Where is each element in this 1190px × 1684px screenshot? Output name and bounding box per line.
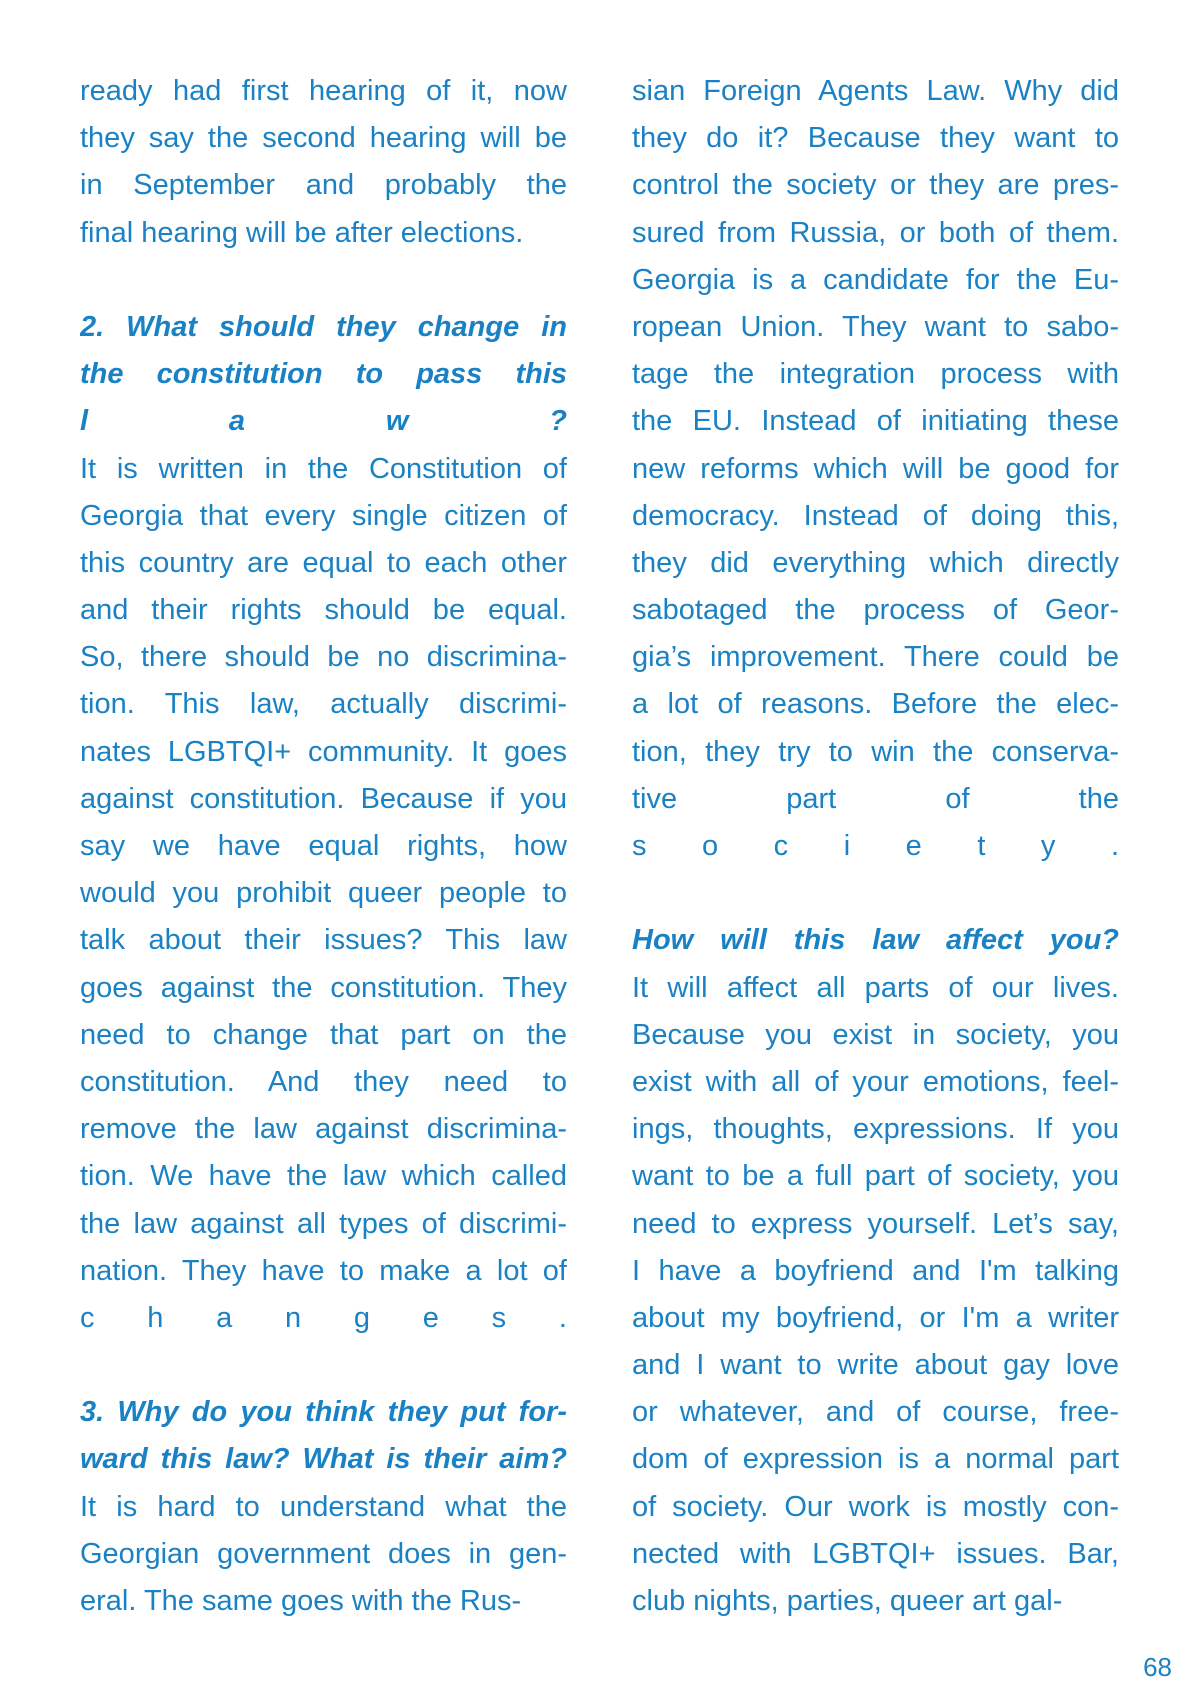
- text-line: nates LGBTQI+ community. It goes: [80, 735, 567, 768]
- text-line: sian Foreign Agents Law. Why did: [632, 75, 1119, 107]
- text-line: about my boyfriend, or I'm a writer: [632, 1301, 1119, 1334]
- text-line: or whatever, and of course, free-: [632, 1396, 1119, 1429]
- text-line: talk about their issues? This law: [80, 924, 567, 957]
- text-line: s o c i e t y .: [632, 830, 1119, 862]
- text-line: final hearing will be after elections.: [80, 216, 524, 249]
- text-line: this country are equal to each other: [80, 546, 567, 579]
- text-line: tage the integration process with: [632, 358, 1119, 391]
- text-line: sured from Russia, or both of them.: [632, 216, 1119, 249]
- text-line: It is written in the Constitution of: [80, 452, 567, 485]
- text-line: they say the second hearing will be: [80, 122, 567, 155]
- question-line: How will this law affect you?: [632, 924, 1119, 957]
- question-line: the constitution to pass this: [80, 358, 567, 391]
- question-line: 2. What should they change in: [80, 310, 567, 343]
- text-line: tive part of the: [632, 782, 1119, 815]
- text-line: democracy. Instead of doing this,: [632, 499, 1119, 532]
- text-line: and I want to write about gay love: [632, 1349, 1119, 1382]
- right-text-column: [632, 68, 1119, 1625]
- text-line: they did everything which directly: [632, 546, 1119, 579]
- question-line: 3. Why do you think they put for-: [80, 1396, 567, 1429]
- text-line: I have a boyfriend and I'm talking: [632, 1254, 1119, 1287]
- text-line: tion. This law, actually discrimi-: [80, 688, 567, 721]
- text-line: and their rights should be equal.: [80, 594, 567, 627]
- text-line: new reforms which will be good for: [632, 452, 1119, 485]
- text-line: want to be a full part of society, you: [632, 1160, 1119, 1193]
- text-line: ropean Union. They want to sabo-: [632, 310, 1119, 343]
- text-line: Because you exist in society, you: [632, 1018, 1119, 1051]
- text-line: ready had first hearing of it, now: [80, 75, 567, 107]
- text-line: c h a n g e s .: [80, 1301, 567, 1334]
- page-number: 68: [1143, 1652, 1172, 1682]
- text-line: of society. Our work is mostly con-: [632, 1490, 1119, 1523]
- paragraph-gap: [632, 870, 1119, 917]
- text-line: eral. The same goes with the Rus-: [80, 1585, 522, 1617]
- question-line: l a w ?: [80, 405, 567, 438]
- text-line: would you prohibit queer people to: [80, 877, 567, 910]
- text-line: against constitution. Because if you: [80, 782, 567, 815]
- text-line: need to express yourself. Let’s say,: [632, 1207, 1119, 1240]
- left-text-column: [80, 68, 567, 1625]
- text-line: tion. We have the law which called: [80, 1160, 567, 1193]
- text-line: It will affect all parts of our lives.: [632, 971, 1119, 1004]
- text-line: So, there should be no discrimina-: [80, 641, 567, 674]
- text-line: Georgia is a candidate for the Eu-: [632, 263, 1119, 296]
- text-line: Georgia that every single citizen of: [80, 499, 567, 532]
- question-line: ward this law? What is their aim?: [80, 1443, 567, 1476]
- text-line: constitution. And they need to: [80, 1065, 567, 1098]
- text-line: need to change that part on the: [80, 1018, 567, 1051]
- text-line: tion, they try to win the conserva-: [632, 735, 1119, 768]
- text-line: Georgian government does in gen-: [80, 1537, 567, 1570]
- text-line: ings, thoughts, expressions. If you: [632, 1113, 1119, 1146]
- paragraph-gap: [80, 257, 567, 304]
- text-line: nation. They have to make a lot of: [80, 1254, 567, 1287]
- text-line: in September and probably the: [80, 169, 567, 202]
- text-line: control the society or they are pres-: [632, 169, 1119, 202]
- text-line: exist with all of your emotions, feel-: [632, 1065, 1119, 1098]
- text-line: remove the law against discrimina-: [80, 1113, 567, 1146]
- text-line: gia’s improvement. There could be: [632, 641, 1119, 674]
- text-line: goes against the constitution. They: [80, 971, 567, 1004]
- text-line: dom of expression is a normal part: [632, 1443, 1119, 1476]
- text-line: the EU. Instead of initiating these: [632, 405, 1119, 438]
- text-line: say we have equal rights, how: [80, 830, 567, 862]
- text-line: sabotaged the process of Geor-: [632, 594, 1119, 627]
- text-line: club nights, parties, queer art gal-: [632, 1585, 1063, 1617]
- text-line: a lot of reasons. Before the elec-: [632, 688, 1119, 721]
- text-line: It is hard to understand what the: [80, 1490, 567, 1523]
- text-line: the law against all types of discrimi-: [80, 1207, 567, 1240]
- text-line: nected with LGBTQI+ issues. Bar,: [632, 1537, 1119, 1570]
- paragraph-gap: [80, 1342, 567, 1389]
- text-line: they do it? Because they want to: [632, 122, 1119, 155]
